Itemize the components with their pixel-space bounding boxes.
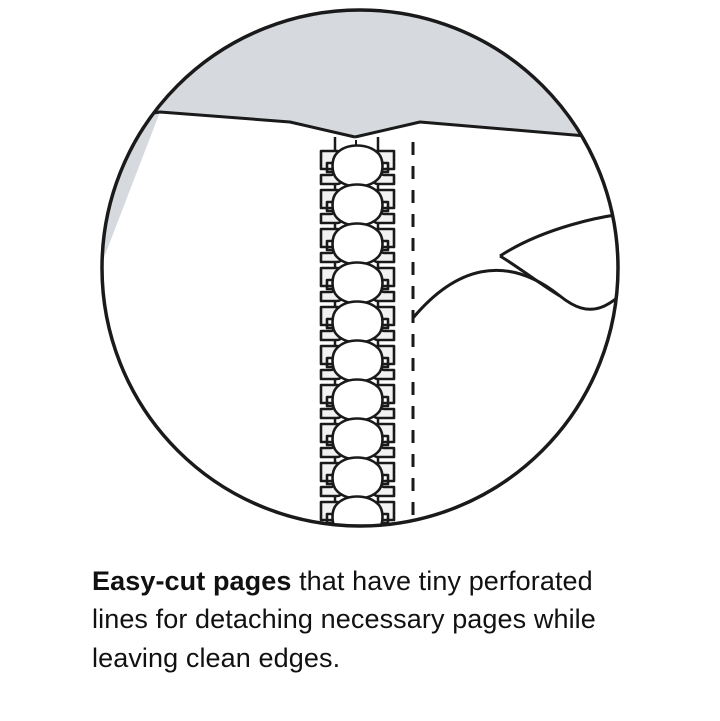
spiral-loop [321,536,394,546]
caption-rest: that have tiny perforated lines for detaching necessary pages while leaving clean edges. [92,566,596,673]
spiral-loop [321,497,394,538]
caption-lead: Easy-cut pages [92,566,292,596]
spiral-loop [321,185,394,226]
spiral-loop [321,302,394,343]
spiral-loop [321,380,394,421]
spiral-loop [321,419,394,460]
spiral-loop [321,263,394,304]
spiral-loop [321,458,394,499]
spiral-loop [321,341,394,382]
spiral-loop [321,224,394,265]
figure-caption [92,562,652,677]
spiral-loop [321,146,394,187]
spiral-binding [321,146,394,546]
